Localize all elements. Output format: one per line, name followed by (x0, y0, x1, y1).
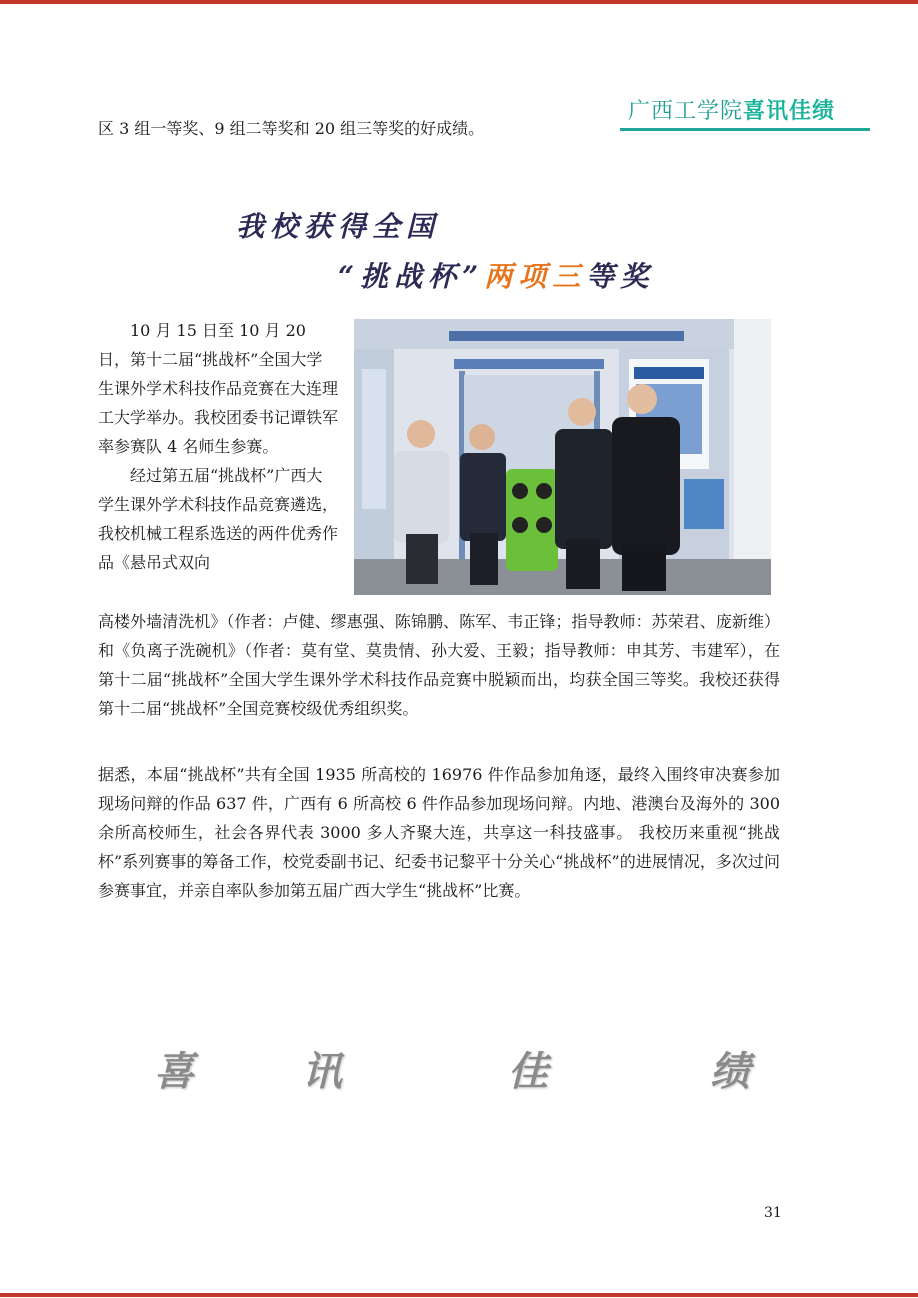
left-column-text (98, 316, 338, 577)
header-underline (620, 128, 870, 131)
article-title-line1: 我校获得全国 (236, 210, 441, 243)
paragraph-3 (98, 760, 780, 905)
header-column: 喜讯佳绩 (743, 99, 836, 124)
top-border-rule (0, 0, 918, 4)
paragraph-2-continued: 高楼外墙清洗机》（作者：卢健、缪惠强、陈锦鹏、陈军、韦正锋；指导教师：苏荣君、庞新维）和《负离子洗碗机》（作者：莫有堂、莫贵情、孙大爱、王毅；指导教师：申其芳、韦建军），在第十二届“挑战杯”全国大学生课外学术科技作品竞赛中脱颖而出，均获全国三等奖。我校还获得第十二届“挑战杯”全国竞赛校级优秀组织奖。 (98, 612, 780, 718)
article-title-line2 (338, 255, 654, 295)
title-award: 等奖 (586, 260, 655, 293)
section-header (628, 94, 871, 134)
paragraph-2-start: 经过第五届“挑战杯”广西大学生课外学术科技作品竞赛遴选，我校机械工程系选送的两件优秀作品《悬吊式双向 (98, 466, 339, 572)
slogan-char-3: 佳 (508, 1048, 548, 1095)
bottom-border-rule (0, 1293, 918, 1297)
title-three: 三 (552, 260, 587, 293)
slogan-char-2: 讯 (302, 1048, 342, 1095)
title-two-items: 两项 (484, 260, 553, 293)
title-cup-name: “挑战杯” (338, 260, 485, 293)
intro-text: 区 3 组一等奖、9 组二等奖和 20 组三等奖的好成绩。 (98, 119, 485, 138)
section-slogan (150, 1040, 770, 1095)
paragraph-1: 10 月 15 日至 10 月 20 日，第十二届“挑战杯”全国大学生课外学术科技作品竞赛在大连理工大学举办。我校团委书记谭铁军率参赛队 4 名师生参赛。 (98, 321, 339, 456)
paragraph-3-text: 据悉，本届“挑战杯”共有全国 1935 所高校的 16976 件作品参加角逐，最终入围终审决赛参加现场问辩的作品 637 件，广西有 6 所高校 6 件作品参加现场问辩。内地、港澳台及海外的 300 余所高校师生，社会各界代表 3000 多人齐聚大连，共享这一科技盛事。 我校历来重视“挑战杯”系列赛事的筹备工作，校党委副书记、纪委书记黎平十分关心“挑战杯”的进展情况，多次过问参赛事宜，并亲自率队参加第五届广西大学生“挑战杯”比赛。 (98, 765, 780, 900)
page-number: 31 (764, 1205, 782, 1221)
header-school: 广西工学院 (628, 99, 744, 124)
award-team-photo (354, 319, 771, 595)
slogan-char-4: 绩 (710, 1048, 750, 1095)
slogan-char-1: 喜 (154, 1048, 194, 1095)
header-title (628, 94, 871, 125)
